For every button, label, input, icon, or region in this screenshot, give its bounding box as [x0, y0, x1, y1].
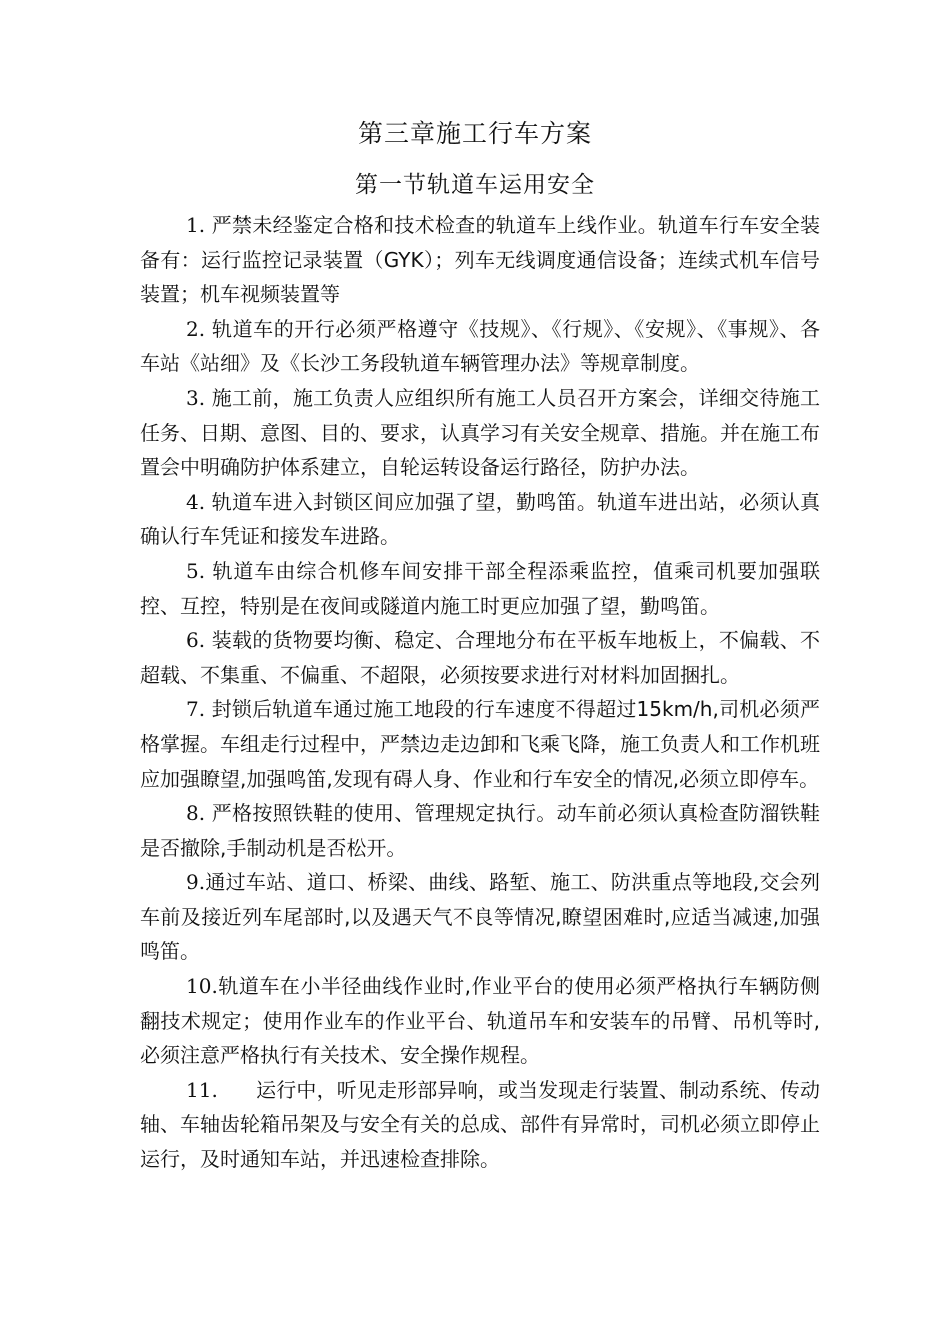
list-item — [140, 312, 820, 381]
item-number: 1. — [186, 213, 206, 237]
item-number: 9. — [186, 870, 206, 895]
item-number: 5. — [186, 558, 206, 583]
item-text: 轨道车进入封锁区间应加强了望，勤鸣笛。轨道车进出站，必须认真确认行车凭证和接发车进路。 — [140, 489, 821, 549]
list-item — [140, 208, 820, 312]
item-text: 封锁后轨道车通过施工地段的行车速度不得超过15km/h,司机必须严格掌握。车组走行过程中，严禁边走边卸和飞乘飞降，施工负责人和工作机班应加强瞭望,加强鸣笛,发现有碍人身、作业和行车安全的情况,必须立即停车。 — [140, 697, 820, 791]
item-text: 施工前，施工负责人应组织所有施工人员召开方案会，详细交待施工任务、日期、意图、目的、要求，认真学习有关安全规章、措施。并在施工布置会中明确防护体系建立，自轮运转设备运行路径，防护办法。 — [140, 385, 821, 480]
item-number: 10. — [186, 974, 218, 999]
list-item — [140, 865, 820, 969]
list-item — [140, 554, 820, 623]
document-body — [140, 208, 820, 1177]
item-text: 轨道车的开行必须严格遵守《技规》、《行规》、《安规》、《事规》、各车站《站细》及《长沙工务段轨道车辆管理办法》等规章制度。 — [140, 316, 820, 376]
item-number: 11. — [186, 1077, 218, 1102]
section-title: 第一节轨道车运用安全 — [355, 172, 595, 198]
item-text: 通过车站、道口、桥梁、曲线、路堑、施工、防洪重点等地段,交会列车前及接近列车尾部时,以及遇天气不良等情况,瞭望困难时,应适当减速,加强鸣笛。 — [140, 870, 820, 964]
item-number: 3. — [186, 385, 206, 410]
chapter-title: 第三章施工行车方案 — [357, 119, 592, 148]
item-text: 轨道车在小半径曲线作业时,作业平台的使用必须严格执行车辆防侧翻技术规定；使用作业车的作业平台、轨道吊车和安装车的吊臂、吊机等时,必须注意严格执行有关技术、安全操作规程。 — [140, 974, 820, 1068]
list-item — [140, 796, 820, 865]
list-item — [140, 623, 820, 692]
list-item — [140, 485, 820, 554]
list-item — [140, 969, 820, 1073]
item-text: 装载的货物要均衡、稳定、合理地分布在平板车地板上，不偏载、不超载、不集重、不偏重、不超限，必须按要求进行对材料加固捆扎。 — [140, 628, 821, 687]
item-number: 6. — [186, 628, 206, 653]
item-number: 4. — [186, 489, 206, 514]
item-text: 轨道车由综合机修车间安排干部全程添乘监控，值乘司机要加强联控、互控，特别是在夜间或隧道内施工时更应加强了望，勤鸣笛。 — [140, 558, 820, 618]
item-text: 严禁未经鉴定合格和技术检查的轨道车上线作业。轨道车行车安全装备有：运行监控记录装置（GYK）；列车无线调度通信设备；连续式机车信号装置；机车视频装置等 — [140, 213, 821, 307]
item-text: 严格按照铁鞋的使用、管理规定执行。动车前必须认真检查防溜铁鞋是否撤除,手制动机是否松开。 — [140, 801, 821, 860]
list-item — [140, 1073, 820, 1177]
list-item — [140, 692, 820, 796]
item-number: 7. — [186, 697, 206, 722]
list-item — [140, 381, 820, 485]
item-number: 8. — [186, 801, 206, 826]
item-number: 2. — [186, 316, 206, 341]
item-text: 运行中，听见走形部异响，或当发现走行装置、制动系统、传动轴、车轴齿轮箱吊架及与安全有关的总成、部件有异常时，司机必须立即停止运行，及时通知车站，并迅速检查排除。 — [140, 1077, 820, 1172]
